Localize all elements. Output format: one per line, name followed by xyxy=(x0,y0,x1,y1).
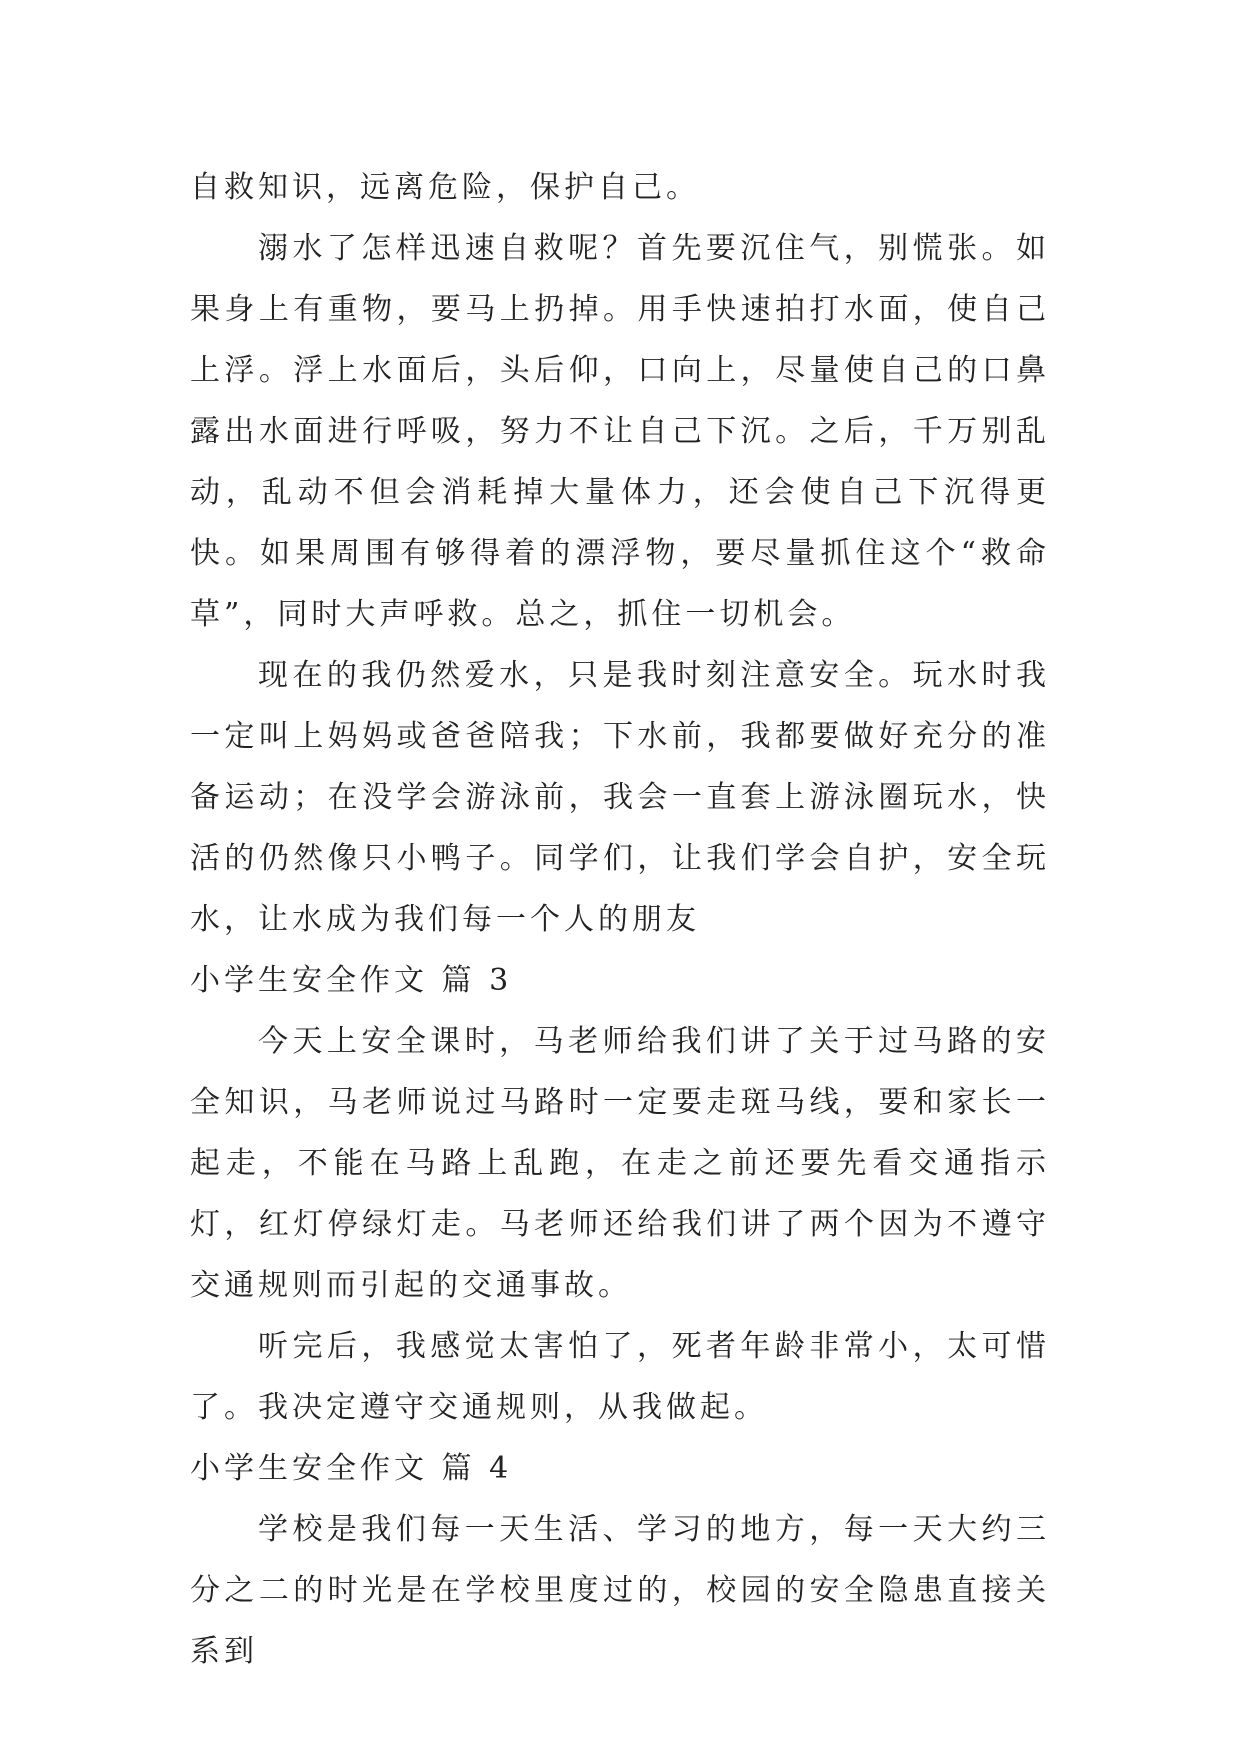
paragraph: 今天上安全课时，马老师给我们讲了关于过马路的安全知识，马老师说过马路时一定要走斑马线，要和家长一起走，不能在马路上乱跑，在走之前还要先看交通指示灯，红灯停绿灯走。马老师还给我们讲了两个因为不遵守交通规则而引起的交通事故。 xyxy=(190,1024,1050,1303)
paragraph: 自救知识，远离危险，保护自己。 xyxy=(190,170,700,205)
section-heading: 小学生安全作文 篇 3 xyxy=(190,963,513,998)
paragraph: 溺水了怎样迅速自救呢？首先要沉住气，别慌张。如果身上有重物，要马上扔掉。用手快速拍打水面，使自己上浮。浮上水面后，头后仰，口向上，尽量使自己的口鼻露出水面进行呼吸，努力不让自己下沉。之后，千万别乱动，乱动不但会消耗掉大量体力，还会使自己下沉得更快。如果周围有够得着的漂浮物，要尽量抓住这个“救命草”，同时大声呼救。总之，抓住一切机会。 xyxy=(190,231,1050,632)
section-heading: 小学生安全作文 篇 4 xyxy=(190,1451,513,1486)
document-body xyxy=(190,157,1050,1682)
paragraph: 学校是我们每一天生活、学习的地方，每一天大约三分之二的时光是在学校里度过的，校园的安全隐患直接关系到 xyxy=(190,1512,1050,1669)
paragraph: 现在的我仍然爱水，只是我时刻注意安全。玩水时我一定叫上妈妈或爸爸陪我；下水前，我都要做好充分的准备运动；在没学会游泳前，我会一直套上游泳圈玩水，快活的仍然像只小鸭子。同学们，让我们学会自护，安全玩水，让水成为我们每一个人的朋友 xyxy=(190,658,1050,937)
paragraph: 听完后，我感觉太害怕了，死者年龄非常小，太可惜了。我决定遵守交通规则，从我做起。 xyxy=(190,1329,1050,1425)
